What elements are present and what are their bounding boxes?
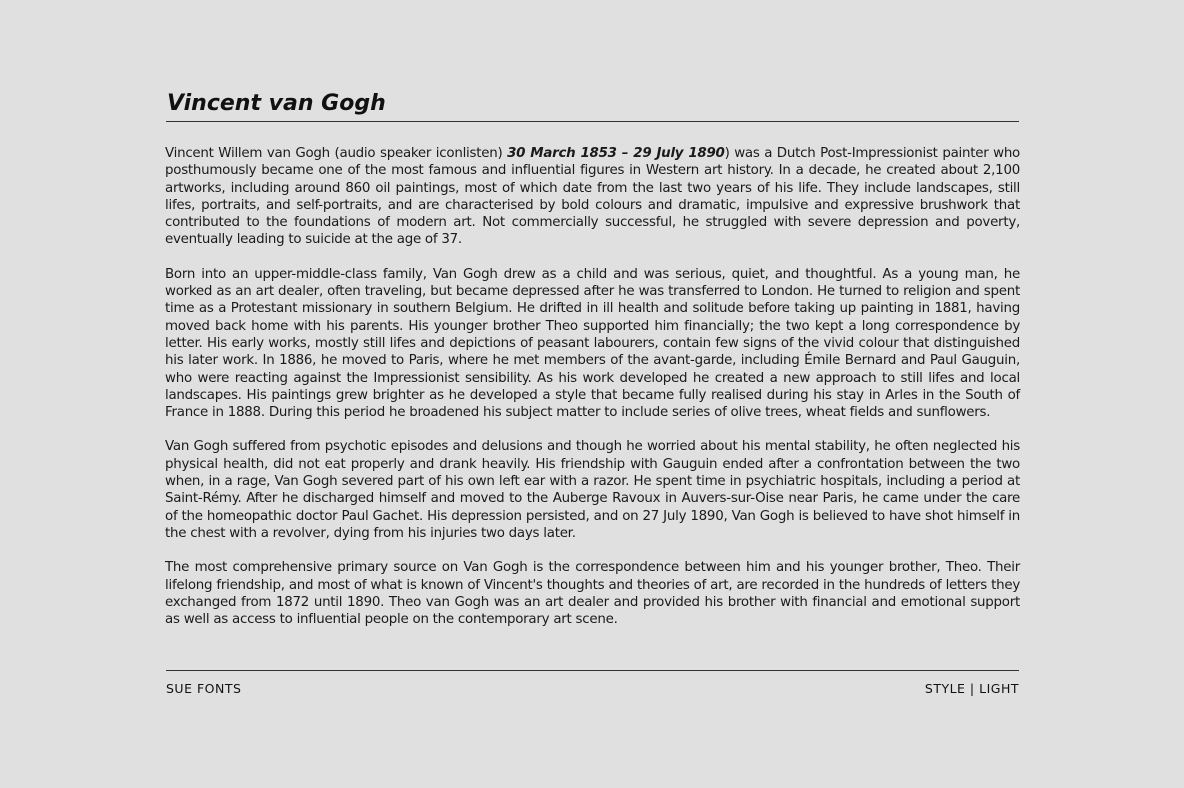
- footer-divider: [166, 670, 1019, 671]
- article-body: [165, 145, 1020, 645]
- paragraph-illness: Van Gogh suffered from psychotic episodes and delusions and though he worried about his mental stability, he often neglected his physical health, did not eat properly and drank heavily. His friendship with Gauguin ended after a confrontation between the two when, in a rage, Van Gogh severed part of his own left ear with a razor. He spent time in psychiatric hospitals, including a period at Saint-Rémy. After he discharged himself and moved to the Auberge Ravoux in Auvers-sur-Oise near Paris, he came under the care of the homeopathic doctor Paul Gachet. His depression persisted, and on 27 July 1890, Van Gogh is believed to have shot himself in the chest with a revolver, dying from his injuries two days later.: [165, 439, 1020, 541]
- intro-text-start: Vincent Willem van Gogh (audio speaker iconlisten): [165, 146, 508, 161]
- footer-style-label: STYLE | LIGHT: [924, 681, 1019, 696]
- page-title: Vincent van Gogh: [167, 91, 386, 116]
- intro-text-rest: ) was a Dutch Post-Impressionist painter who posthumously became one of the most famous and influential figures in Western art history. In a decade, he created about 2,100 artworks, including around 860 oil paintings, most of which date from the last two years of his life. They include landscapes, still lifes, portraits, and self-portraits, and are characterised by bold colours and dramatic, impulsive and expressive brushwork that contributed to the foundations of modern art. Not commercially successful, he struggled with severe depression and poverty, eventually leading to suicide at the age of 37.: [165, 146, 1020, 248]
- life-dates: 30 March 1853 – 29 July 1890: [507, 146, 725, 161]
- paragraph-correspondence: The most comprehensive primary source on Van Gogh is the correspondence between him and his younger brother, Theo. Their lifelong friendship, and most of what is known of Vincent's thoughts and theories of art, are recorded in the hundreds of letters they exchanged from 1872 until 1890. Theo van Gogh was an art dealer and provided his brother with financial and emotional support as well as access to influential people on the contemporary art scene.: [165, 560, 1020, 628]
- title-divider: [166, 121, 1019, 122]
- footer-brand: SUE FONTS: [166, 681, 242, 696]
- paragraph-early-life: Born into an upper-middle-class family, Van Gogh drew as a child and was serious, quiet, and thoughtful. As a young man, he worked as an art dealer, often traveling, but became depressed after he was transferred to London. He turned to religion and spent time as a Protestant missionary in southern Belgium. He drifted in ill health and solitude before taking up painting in 1881, having moved back home with his parents. His younger brother Theo supported him financially; the two kept a long correspondence by letter. His early works, mostly still lifes and depictions of peasant labourers, contain few signs of the vivid colour that distinguished his later work. In 1886, he moved to Paris, where he met members of the avant-garde, including Émile Bernard and Paul Gauguin, who were reacting against the Impressionist sensibility. As his work developed he created a new approach to still lifes and local landscapes. His paintings grew brighter as he developed a style that became fully realised during his stay in Arles in the South of France in 1888. During this period he broadened his subject matter to include series of olive trees, wheat fields and sunflowers.: [165, 266, 1020, 421]
- paragraph-intro: [165, 145, 1020, 249]
